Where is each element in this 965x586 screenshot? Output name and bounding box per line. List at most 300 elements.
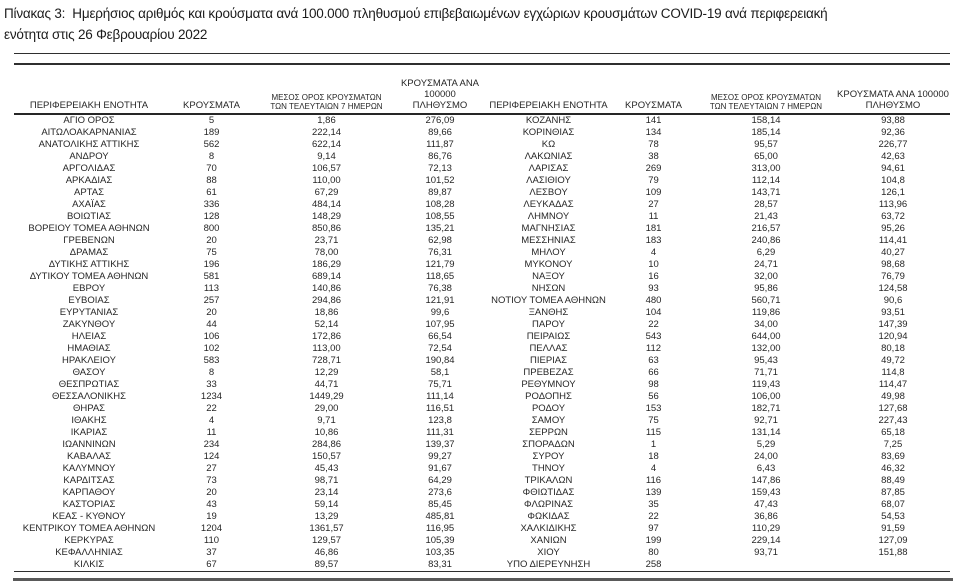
value-cell: 93,51 <box>881 306 905 318</box>
value-cell: 800 <box>203 222 220 234</box>
col-header-region-right: ΠΕΡΙΦΕΡΕΙΑΚΗ ΕΝΟΤΗΤΑ <box>486 66 611 114</box>
table-row <box>14 439 950 451</box>
value-cell: 336 <box>203 198 220 210</box>
value-cell: 118,65 <box>425 270 455 282</box>
value-cell: 11 <box>206 426 217 438</box>
region-cell: ΑΡΓΟΛΙΔΑΣ <box>62 162 116 174</box>
value-cell: 129,57 <box>311 534 342 546</box>
value-cell: 88 <box>206 174 217 186</box>
region-cell: ΦΘΙΩΤΙΔΑΣ <box>522 486 575 498</box>
value-cell: 114,47 <box>878 378 908 390</box>
table-row <box>14 391 950 403</box>
region-cell: ΘΕΣΠΡΩΤΙΑΣ <box>58 378 120 390</box>
value-cell: 106 <box>203 330 220 342</box>
region-cell: ΤΗΝΟΥ <box>532 462 565 474</box>
value-cell <box>696 559 836 572</box>
region-cell: ΣΑΜΟΥ <box>531 414 566 426</box>
col-header-per100k-left <box>394 66 486 114</box>
region-cell: ΠΕΙΡΑΙΩΣ <box>526 330 571 342</box>
region-cell: ΛΕΥΚΑΔΑΣ <box>523 198 574 210</box>
region-cell: ΤΡΙΚΑΛΩΝ <box>524 474 573 486</box>
value-cell: 63,72 <box>881 210 905 222</box>
value-cell: 72,54 <box>428 342 452 354</box>
value-cell: 850,86 <box>311 222 342 234</box>
region-cell: ΓΡΕΒΕΝΩΝ <box>63 234 115 246</box>
region-cell: ΚΑΣΤΟΡΙΑΣ <box>62 498 116 510</box>
col-header-region-left: ΠΕΡΙΦΕΡΕΙΑΚΗ ΕΝΟΤΗΤΑ <box>14 66 164 114</box>
col-header-per100k-right <box>836 66 950 114</box>
value-cell: 560,71 <box>751 294 781 306</box>
region-cell: ΝΑΞΟΥ <box>532 270 565 282</box>
value-cell: 90,6 <box>883 294 903 306</box>
value-cell: 18 <box>648 450 659 462</box>
region-cell: ΛΑΚΩΝΙΑΣ <box>524 150 573 162</box>
value-cell: 1234 <box>200 390 223 402</box>
value-cell: 36,86 <box>754 510 778 522</box>
table-row <box>14 175 950 187</box>
region-cell: ΔΥΤΙΚΟΥ ΤΟΜΕΑ ΑΘΗΝΩΝ <box>29 270 149 282</box>
value-cell: 35 <box>648 498 659 510</box>
value-cell: 89,66 <box>428 126 452 138</box>
region-cell: ΚΑΒΑΛΑΣ <box>67 450 111 462</box>
region-cell: ΣΕΡΡΩΝ <box>529 426 568 438</box>
value-cell: 54,53 <box>881 510 905 522</box>
value-cell: 150,57 <box>311 450 342 462</box>
value-cell: 88,49 <box>881 474 905 486</box>
region-cell: ΠΑΡΟΥ <box>532 318 565 330</box>
value-cell: 135,21 <box>425 222 455 234</box>
value-cell: 222,14 <box>311 126 342 138</box>
table-row <box>14 235 950 247</box>
value-cell: 110,29 <box>751 522 781 534</box>
col-header-cases-right: ΚΡΟΥΣΜΑΤΑ <box>611 66 696 114</box>
value-cell: 151,88 <box>878 546 908 558</box>
value-cell: 62,98 <box>428 234 452 246</box>
region-cell: ΚΑΡΔΙΤΣΑΣ <box>63 474 115 486</box>
value-cell: 114,8 <box>881 366 905 378</box>
value-cell: 32,00 <box>754 270 778 282</box>
value-cell: 8 <box>208 150 215 162</box>
value-cell: 276,09 <box>425 114 455 126</box>
region-cell: ΡΕΘΥΜΝΟΥ <box>521 378 576 390</box>
value-cell: 21,43 <box>754 210 778 222</box>
value-cell: 113 <box>203 282 220 294</box>
value-cell: 98,68 <box>881 258 905 270</box>
region-cell: ΑΡΚΑΔΙΑΣ <box>65 174 113 186</box>
value-cell: 153 <box>645 402 662 414</box>
region-cell: ΚΑΛΥΜΝΟΥ <box>62 462 116 474</box>
value-cell: 75,71 <box>428 378 452 390</box>
region-cell: ΠΡΕΒΕΖΑΣ <box>523 366 574 378</box>
value-cell: 543 <box>645 330 662 342</box>
value-cell: 65,18 <box>881 426 905 438</box>
value-cell: 46,86 <box>314 546 339 558</box>
value-cell: 66,54 <box>428 330 452 342</box>
value-cell: 105,39 <box>425 534 455 546</box>
value-cell: 110,00 <box>312 174 341 186</box>
value-cell: 1449,29 <box>309 390 344 402</box>
table-row <box>14 415 950 427</box>
value-cell: 98 <box>648 378 659 390</box>
value-cell: 83,31 <box>428 558 452 570</box>
table-row <box>14 427 950 439</box>
value-cell: 49,98 <box>881 390 905 402</box>
value-cell: 13,29 <box>314 510 339 522</box>
col-header-avg7-left <box>259 66 394 114</box>
region-cell: ΝΗΣΩΝ <box>531 282 566 294</box>
value-cell: 112 <box>645 342 662 354</box>
value-cell: 99,27 <box>428 450 452 462</box>
table-row <box>14 535 950 547</box>
value-cell: 46,32 <box>881 462 905 474</box>
value-cell: 227,43 <box>878 414 908 426</box>
value-cell: 58,1 <box>430 366 450 378</box>
table-row <box>14 127 950 139</box>
value-cell: 76,38 <box>428 282 452 294</box>
value-cell: 76,31 <box>428 246 452 258</box>
value-cell: 89,57 <box>314 558 339 570</box>
value-cell: 182,71 <box>751 402 781 414</box>
region-cell: ΒΟΙΩΤΙΑΣ <box>66 210 112 222</box>
value-cell: 80,18 <box>881 342 905 354</box>
value-cell: 97 <box>648 522 659 534</box>
value-cell: 76,79 <box>881 270 905 282</box>
value-cell: 87,85 <box>881 486 905 498</box>
value-cell: 119,43 <box>751 378 781 390</box>
table-row <box>14 403 950 415</box>
value-cell: 121,91 <box>425 294 455 306</box>
col-header-avg7-left-l1: ΜΕΣΟΣ ΟΡΟΣ ΚΡΟΥΣΜΑΤΩΝ <box>271 92 382 102</box>
value-cell: 66 <box>648 366 659 378</box>
value-cell <box>836 559 950 572</box>
table-row <box>14 523 950 535</box>
value-cell: 86,76 <box>428 150 452 162</box>
value-cell: 111,87 <box>426 138 454 150</box>
value-cell: 37 <box>206 546 217 558</box>
table-row <box>14 463 950 475</box>
table-body <box>14 114 950 572</box>
value-cell: 94,61 <box>881 162 905 174</box>
value-cell: 11 <box>648 210 659 222</box>
value-cell: 124,58 <box>878 282 908 294</box>
value-cell: 95,43 <box>754 354 778 366</box>
region-cell: ΗΡΑΚΛΕΙΟΥ <box>62 354 116 366</box>
value-cell: 79 <box>648 174 659 186</box>
covid-region-table <box>14 66 950 572</box>
region-cell: ΕΥΡΥΤΑΝΙΑΣ <box>59 306 119 318</box>
col-header-per100k-left-l2: ΠΛΗΘΥΣΜΟ <box>412 100 468 112</box>
region-cell: ΧΙΟΥ <box>537 546 560 558</box>
value-cell: 91,59 <box>881 522 905 534</box>
value-cell: 131,14 <box>751 426 781 438</box>
value-cell: 19 <box>206 510 217 522</box>
value-cell: 9,14 <box>317 150 336 162</box>
table-row <box>14 343 950 355</box>
value-cell: 147,86 <box>751 474 781 486</box>
value-cell: 127,68 <box>878 402 908 414</box>
value-cell: 10 <box>648 258 659 270</box>
region-cell: ΙΘΑΚΗΣ <box>71 414 107 426</box>
value-cell: 101,52 <box>425 174 455 186</box>
value-cell: 6,29 <box>756 246 776 258</box>
value-cell: 47,43 <box>754 498 778 510</box>
value-cell: 16 <box>648 270 659 282</box>
table-row <box>14 283 950 295</box>
col-header-per100k-left-l1: ΚΡΟΥΣΜΑΤΑ ΑΝΑ 100000 <box>400 78 480 101</box>
value-cell: 1,86 <box>317 114 336 126</box>
value-cell: 102 <box>203 342 220 354</box>
value-cell: 10,86 <box>314 426 339 438</box>
region-cell: ΚΕΡΚΥΡΑΣ <box>64 534 114 546</box>
value-cell: 190,84 <box>425 354 455 366</box>
region-cell: ΣΠΟΡΑΔΩΝ <box>522 438 575 450</box>
value-cell: 4 <box>208 414 215 426</box>
value-cell: 70 <box>206 162 217 174</box>
value-cell: 61 <box>206 186 217 198</box>
value-cell: 480 <box>645 294 662 306</box>
value-cell: 23,14 <box>314 486 339 498</box>
value-cell: 114,41 <box>878 234 908 246</box>
value-cell: 104,8 <box>881 174 905 186</box>
value-cell: 1 <box>650 438 657 450</box>
value-cell: 29,00 <box>314 402 339 414</box>
value-cell: 22 <box>648 510 659 522</box>
value-cell: 234 <box>203 438 220 450</box>
value-cell: 67 <box>206 558 217 570</box>
value-cell: 12,29 <box>314 366 339 378</box>
region-cell: ΛΑΣΙΘΙΟΥ <box>526 174 571 186</box>
value-cell: 113,96 <box>878 198 908 210</box>
region-cell: ΠΙΕΡΙΑΣ <box>529 354 568 366</box>
region-cell: ΞΑΝΘΗΣ <box>528 306 569 318</box>
value-cell: 484,14 <box>311 198 342 210</box>
table-row <box>14 331 950 343</box>
value-cell: 158,14 <box>751 114 781 126</box>
region-cell: ΝΟΤΙΟΥ ΤΟΜΕΑ ΑΘΗΝΩΝ <box>491 294 606 306</box>
value-cell: 181 <box>645 222 662 234</box>
divider-top-thick <box>14 63 950 65</box>
value-cell: 123,8 <box>428 414 452 426</box>
table-title <box>4 4 954 46</box>
value-cell: 20 <box>206 486 217 498</box>
value-cell: 92,36 <box>881 126 905 138</box>
header-row <box>14 66 950 114</box>
value-cell: 75 <box>206 246 217 258</box>
region-cell: ΗΛΕΙΑΣ <box>71 330 107 342</box>
value-cell: 27 <box>206 462 217 474</box>
table-row <box>14 223 950 235</box>
value-cell: 68,07 <box>881 498 905 510</box>
region-cell: ΡΟΔΟΠΗΣ <box>525 390 572 402</box>
value-cell: 583 <box>203 354 220 366</box>
value-cell: 226,77 <box>878 138 908 150</box>
region-cell: ΕΥΒΟΙΑΣ <box>68 294 110 306</box>
region-cell: ΜΑΓΝΗΣΙΑΣ <box>521 222 576 234</box>
table-row <box>14 367 950 379</box>
region-cell: ΚΕΦΑΛΛΗΝΙΑΣ <box>55 546 123 558</box>
value-cell: 80 <box>648 546 659 558</box>
region-cell: ΑΝΑΤΟΛΙΚΗΣ ΑΤΤΙΚΗΣ <box>38 138 140 150</box>
value-cell: 71,71 <box>754 366 778 378</box>
table-row <box>14 187 950 199</box>
value-cell: 6,43 <box>756 462 776 474</box>
region-cell: ΘΕΣΣΑΛΟΝΙΚΗΣ <box>52 390 126 402</box>
value-cell: 65,00 <box>754 150 778 162</box>
region-cell: ΜΕΣΣΗΝΙΑΣ <box>521 234 576 246</box>
value-cell: 644,00 <box>751 330 781 342</box>
value-cell: 147,39 <box>878 318 908 330</box>
region-cell: ΡΟΔΟΥ <box>531 402 566 414</box>
value-cell: 5,29 <box>756 438 776 450</box>
table-row <box>14 247 950 259</box>
value-cell: 4 <box>650 246 657 258</box>
table-row <box>14 307 950 319</box>
table-row <box>14 295 950 307</box>
value-cell: 199 <box>645 534 662 546</box>
value-cell: 148,29 <box>311 210 342 222</box>
value-cell: 33 <box>206 378 217 390</box>
table-row <box>14 199 950 211</box>
value-cell: 44 <box>206 318 217 330</box>
value-cell: 119,86 <box>751 306 781 318</box>
value-cell: 216,57 <box>751 222 781 234</box>
value-cell: 240,86 <box>751 234 781 246</box>
value-cell: 23,71 <box>314 234 339 246</box>
value-cell: 313,00 <box>751 162 781 174</box>
region-cell: ΕΒΡΟΥ <box>72 282 106 294</box>
value-cell: 83,69 <box>881 450 905 462</box>
value-cell: 132,00 <box>751 342 781 354</box>
value-cell: 159,43 <box>751 486 781 498</box>
region-cell: ΑΡΤΑΣ <box>74 186 104 198</box>
table-row <box>14 511 950 523</box>
region-cell: ΚΕΑΣ - ΚΥΘΝΟΥ <box>52 510 126 522</box>
value-cell: 107,95 <box>425 318 455 330</box>
value-cell: 112,14 <box>751 174 781 186</box>
value-cell: 103,35 <box>425 546 455 558</box>
value-cell: 52,14 <box>314 318 339 330</box>
region-cell: ΙΚΑΡΙΑΣ <box>70 426 108 438</box>
region-cell: ΛΕΣΒΟΥ <box>529 186 568 198</box>
value-cell: 95,57 <box>754 138 778 150</box>
value-cell: 185,14 <box>751 126 781 138</box>
value-cell: 95,86 <box>754 282 778 294</box>
value-cell: 108,28 <box>425 198 455 210</box>
table-row <box>14 319 950 331</box>
value-cell: 106,57 <box>311 162 342 174</box>
value-cell: 140,86 <box>311 282 342 294</box>
value-cell: 4 <box>650 462 657 474</box>
region-cell: ΚΟΖΑΝΗΣ <box>525 114 572 126</box>
region-cell: ΑΝΔΡΟΥ <box>69 150 109 162</box>
region-cell: ΦΩΚΙΔΑΣ <box>527 510 570 522</box>
value-cell: 43 <box>206 498 217 510</box>
region-cell: ΧΑΛΚΙΔΙΚΗΣ <box>520 522 577 534</box>
value-cell: 45,43 <box>314 462 339 474</box>
value-cell: 78 <box>648 138 659 150</box>
value-cell: 111,31 <box>426 426 454 438</box>
value-cell: 183 <box>645 234 662 246</box>
table-row <box>14 163 950 175</box>
value-cell: 141 <box>645 114 662 126</box>
region-cell: ΚΕΝΤΡΙΚΟΥ ΤΟΜΕΑ ΑΘΗΝΩΝ <box>22 522 156 534</box>
value-cell: 229,14 <box>751 534 781 546</box>
value-cell: 20 <box>206 306 217 318</box>
value-cell: 93,88 <box>881 114 905 126</box>
value-cell: 189 <box>203 126 220 138</box>
table-title-line2: ενότητα στις 26 Φεβρουαρίου 2022 <box>4 26 208 42</box>
value-cell: 196 <box>203 258 220 270</box>
value-cell: 121,79 <box>425 258 455 270</box>
value-cell: 110 <box>203 534 220 546</box>
table-row <box>14 379 950 391</box>
table-row <box>14 211 950 223</box>
value-cell: 106,00 <box>751 390 781 402</box>
value-cell: 273,6 <box>428 486 452 498</box>
value-cell: 73 <box>206 474 217 486</box>
region-cell: ΛΗΜΝΟΥ <box>527 210 570 222</box>
value-cell: 22 <box>206 402 217 414</box>
value-cell: 89,87 <box>428 186 452 198</box>
table-row <box>14 559 950 572</box>
region-cell: ΣΥΡΟΥ <box>532 450 565 462</box>
region-cell: ΛΑΡΙΣΑΣ <box>528 162 569 174</box>
value-cell: 284,86 <box>311 438 342 450</box>
value-cell: 40,27 <box>881 246 905 258</box>
col-header-cases-left: ΚΡΟΥΣΜΑΤΑ <box>164 66 259 114</box>
region-cell: ΚΙΛΚΙΣ <box>73 558 105 570</box>
value-cell: 258 <box>645 558 662 570</box>
value-cell: 139 <box>645 486 662 498</box>
region-cell: ΑΧΑΪΑΣ <box>72 198 106 210</box>
value-cell: 143,71 <box>751 186 781 198</box>
value-cell: 38 <box>648 150 659 162</box>
table-title-line1: Πίνακας 3: Ημερήσιος αριθμός και κρούσματα ανά 100.000 πληθυσμού επιβεβαιωμένων εγχώριων κρουσμάτων COVID-19 ανά περιφερειακή <box>4 6 828 21</box>
value-cell: 108,55 <box>425 210 455 222</box>
value-cell: 113,00 <box>312 342 341 354</box>
value-cell: 269 <box>645 162 662 174</box>
value-cell: 728,71 <box>311 354 342 366</box>
value-cell: 44,71 <box>314 378 339 390</box>
region-cell: ΠΕΛΛΑΣ <box>529 342 568 354</box>
region-cell: ΒΟΡΕΙΟΥ ΤΟΜΕΑ ΑΘΗΝΩΝ <box>28 222 150 234</box>
region-cell: ΘΗΡΑΣ <box>72 402 106 414</box>
value-cell: 581 <box>203 270 220 282</box>
table-row <box>14 475 950 487</box>
table-row <box>14 355 950 367</box>
region-cell: ΙΩΑΝΝΙΝΩΝ <box>62 438 116 450</box>
table-row <box>14 259 950 271</box>
value-cell: 116,95 <box>425 522 455 534</box>
value-cell: 67,29 <box>314 186 339 198</box>
value-cell: 562 <box>203 138 220 150</box>
region-cell: ΖΑΚΥΝΘΟΥ <box>62 318 116 330</box>
region-cell: ΧΑΝΙΩΝ <box>530 534 567 546</box>
value-cell: 1361,57 <box>309 522 344 534</box>
value-cell: 56 <box>648 390 659 402</box>
value-cell: 9,71 <box>317 414 336 426</box>
region-cell: ΜΥΚΟΝΟΥ <box>524 258 573 270</box>
value-cell: 172,86 <box>311 330 342 342</box>
value-cell: 64,29 <box>428 474 452 486</box>
col-header-avg7-left-l2: ΤΩΝ ΤΕΛΕΥΤΑΙΩΝ 7 ΗΜΕΡΩΝ <box>270 102 383 112</box>
region-cell: ΚΟΡΙΝΘΙΑΣ <box>522 126 575 138</box>
region-cell: ΔΡΑΜΑΣ <box>69 246 109 258</box>
value-cell: 115 <box>645 426 662 438</box>
table-row <box>14 547 950 559</box>
value-cell: 28,57 <box>754 198 778 210</box>
table-row <box>14 487 950 499</box>
